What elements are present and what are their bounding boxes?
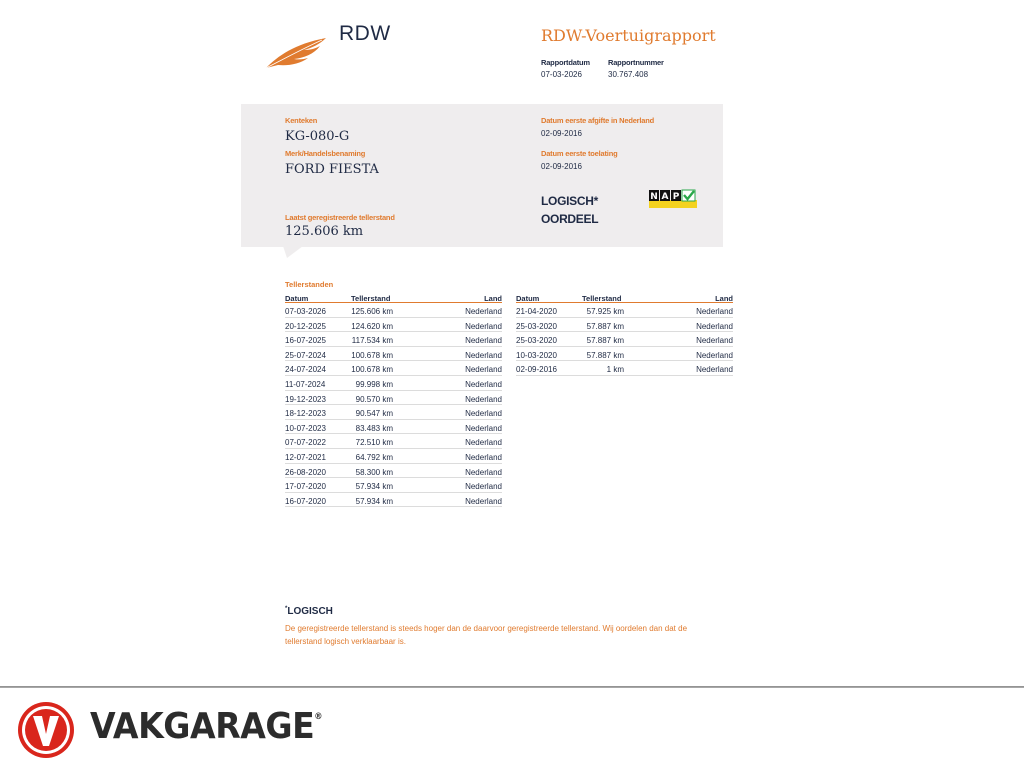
first-nl-label: Datum eerste afgifte in Nederland [541,116,655,125]
reading-date: 02-09-2016 [516,365,557,375]
footnote-title [285,606,333,617]
header-date: Datum [516,294,540,303]
reading-country: Nederland [465,423,502,433]
header-country: Land [484,294,502,303]
reading-km: 100.678 km [351,365,393,375]
report-number-label: Rapportnummer [608,58,664,67]
header-km: Tellerstand [582,294,622,303]
header-km: Tellerstand [351,294,391,303]
reading-country: Nederland [696,307,733,316]
verdict-line-2: OORDEEL [541,212,599,226]
reading-date: 10-03-2020 [516,350,557,360]
reading-country: Nederland [696,336,733,346]
reading-date: 07-03-2026 [285,307,326,316]
rdw-feather-logo-icon [264,34,330,70]
nap-letter-n: N [650,192,658,202]
readings-title: Tellerstanden [285,280,334,289]
reading-km: 124.620 km [351,321,393,331]
reading-km: 90.570 km [355,394,393,404]
verdict [541,192,598,228]
first-admission-label: Datum eerste toelating [541,149,618,158]
report-title: RDW-Voertuigrapport [541,26,716,45]
odometer-label: Laatst geregistreerde tellerstand [285,213,395,222]
header-date: Datum [285,294,309,303]
registered-mark: ® [314,712,323,722]
reading-date: 18-12-2023 [285,409,326,419]
table-row [285,420,502,435]
reading-country: Nederland [465,496,502,506]
table-row [285,405,502,420]
report-date-label: Rapportdatum [541,58,590,67]
first-nl-value: 02-09-2016 [541,129,582,138]
table-row [285,347,502,362]
reading-country: Nederland [696,365,733,375]
vakgarage-brand-text: VAKGARAGE [90,706,315,747]
table-row [516,332,733,347]
reading-country: Nederland [465,365,502,375]
reading-km: 57.934 km [355,496,393,506]
reading-km: 64.792 km [355,452,393,462]
table-row [516,361,733,376]
report-date-value: 07-03-2026 [541,70,582,79]
table-row [285,449,502,464]
reading-km: 57.887 km [586,350,624,360]
footnote-text: De geregistreerde tellerstand is steeds hoger dan de daarvoor geregistreerde tellerstand. Wij oordelen dan dat de tellerstand logisch verklaarbaar is. [285,624,688,646]
reading-country: Nederland [465,336,502,346]
reading-date: 16-07-2020 [285,496,326,506]
reading-country: Nederland [465,409,502,419]
table-row [285,493,502,508]
reading-country: Nederland [465,467,502,477]
reading-km: 57.887 km [586,336,624,346]
reading-country: Nederland [465,379,502,389]
reading-date: 10-07-2023 [285,423,326,433]
reading-country: Nederland [465,321,502,331]
reading-country: Nederland [696,350,733,360]
nap-letter-a: A [661,192,669,202]
reading-date: 24-07-2024 [285,365,326,375]
reading-country: Nederland [465,482,502,492]
reading-date: 25-03-2020 [516,336,557,346]
readings-header-right [516,292,733,303]
table-row [285,318,502,333]
reading-date: 26-08-2020 [285,467,326,477]
odometer-value: 125.606 km [285,224,364,239]
rdw-brand: RDW [339,22,391,45]
table-row [516,318,733,333]
table-row [516,303,733,318]
reading-country: Nederland [465,307,502,316]
readings-table-left [285,292,502,507]
vakgarage-brand [90,706,322,747]
plate-label: Kenteken [285,116,318,125]
reading-km: 57.934 km [355,482,393,492]
make-value: FORD FIESTA [285,162,379,177]
table-row [285,376,502,391]
readings-table-right [516,292,733,376]
panel-pointer [283,246,303,258]
reading-km: 99.998 km [355,379,393,389]
table-row [285,478,502,493]
reading-km: 90.547 km [355,409,393,419]
table-row [285,434,502,449]
reading-country: Nederland [465,438,502,448]
reading-date: 25-07-2024 [285,350,326,360]
make-label: Merk/Handelsbenaming [285,149,366,158]
reading-country: Nederland [696,321,733,331]
header-country: Land [715,294,733,303]
reading-country: Nederland [465,452,502,462]
report-date [541,58,590,79]
reading-date: 20-12-2025 [285,321,326,331]
reading-date: 19-12-2023 [285,394,326,404]
reading-date: 07-07-2022 [285,438,326,448]
reading-km: 58.300 km [355,467,393,477]
reading-country: Nederland [465,394,502,404]
reading-km: 1 km [606,365,624,375]
nap-check-badge-icon [649,188,697,208]
verdict-line-1: LOGISCH* [541,194,598,208]
reading-km: 125.606 km [351,307,393,316]
footnote-title-text: LOGISCH [287,606,333,617]
first-admission-value: 02-09-2016 [541,162,582,171]
plate-value: KG-080-G [285,129,350,144]
reading-km: 100.678 km [351,350,393,360]
table-row [285,303,502,318]
reading-date: 21-04-2020 [516,307,557,316]
footnote-marker: * [285,606,288,612]
reading-km: 57.925 km [586,307,624,316]
reading-date: 17-07-2020 [285,482,326,492]
reading-km: 57.887 km [586,321,624,331]
reading-country: Nederland [465,350,502,360]
report-number [608,58,664,79]
reading-date: 11-07-2024 [285,379,326,389]
table-row [285,464,502,479]
vakgarage-logo-icon [16,700,76,760]
report-number-value: 30.767.408 [608,70,649,79]
table-row [285,361,502,376]
table-row [285,391,502,406]
reading-km: 83.483 km [355,423,393,433]
nap-letter-p: P [672,192,680,202]
reading-date: 16-07-2025 [285,336,326,346]
reading-date: 25-03-2020 [516,321,557,331]
reading-km: 72.510 km [355,438,393,448]
table-row [285,332,502,347]
reading-km: 117.534 km [351,336,393,346]
readings-header-left [285,292,502,303]
table-row [516,347,733,362]
reading-date: 12-07-2021 [285,452,326,462]
